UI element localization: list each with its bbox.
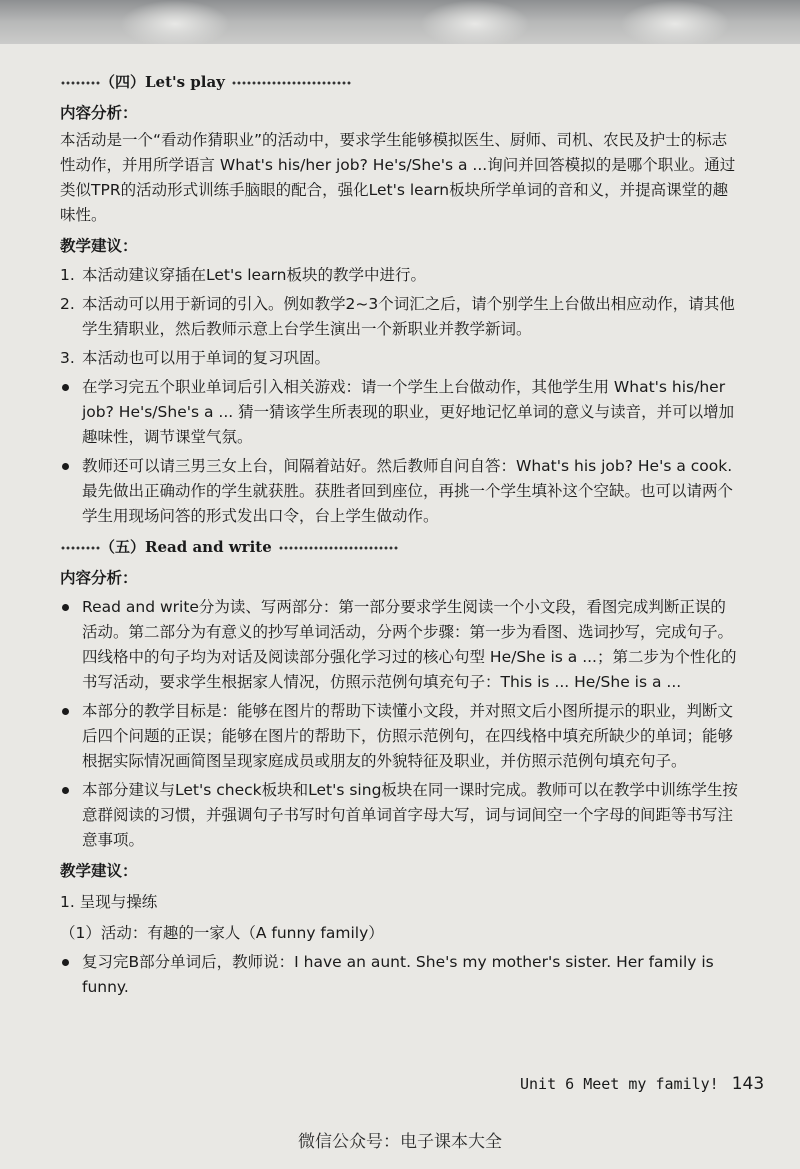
decorative-pattern <box>620 0 730 48</box>
numbered-item <box>60 346 740 371</box>
wave-ornament <box>60 545 100 551</box>
bullet-dot-icon <box>62 959 69 966</box>
section-5-title: （五）Read and write <box>100 538 272 556</box>
page-number: 143 <box>731 1074 765 1094</box>
wave-ornament <box>278 545 398 551</box>
wave-ornament <box>60 80 100 86</box>
bullet-item <box>60 950 740 1000</box>
section-4-bullet-list <box>60 375 740 529</box>
section-4-title: （四）Let's play <box>100 73 225 91</box>
section-4-analysis-label: 内容分析： <box>60 104 138 122</box>
decorative-pattern <box>420 0 530 48</box>
item-text: 本活动可以用于新词的引入。例如教学2~3个词汇之后，请个别学生上台做出相应动作，请其他学生猜职业，然后教师示意上台学生演出一个新职业并教学新词。 <box>82 295 735 338</box>
section-5-bullet-list <box>60 595 740 853</box>
numbered-item <box>60 292 740 342</box>
page-footer <box>520 1074 764 1094</box>
item-text: 本活动也可以用于单词的复习巩固。 <box>82 349 331 367</box>
bullet-dot-icon <box>62 708 69 715</box>
bullet-dot-icon <box>62 463 69 470</box>
bullet-item <box>60 699 740 774</box>
section-5-analysis-label: 内容分析： <box>60 569 138 587</box>
watermark-text: 微信公众号：电子课本大全 <box>298 1132 502 1152</box>
item-number: 2. <box>60 295 75 313</box>
bullet-item <box>60 375 740 450</box>
activity-heading: （1）活动：有趣的一家人（A funny family） <box>60 924 384 942</box>
top-scan-strip <box>0 0 800 48</box>
wave-ornament <box>231 80 351 86</box>
section-5-heading <box>60 535 740 560</box>
bullet-text: 在学习完五个职业单词后引入相关游戏：请一个学生上台做动作，其他学生用 What's his/her job? He's/She's a ... 猜一猜该学生所表现的职业，更好地记忆单词的意义与读音，并可以增加趣味性，调节课堂气氛。 <box>82 378 735 446</box>
item-number: 3. <box>60 349 75 367</box>
bullet-item <box>60 595 740 695</box>
section-4-heading <box>60 70 740 95</box>
unit-title: Unit 6 Meet my family! <box>520 1075 719 1093</box>
bullet-dot-icon <box>62 384 69 391</box>
section-5-advice-label: 教学建议： <box>60 862 138 880</box>
bullet-text: 本部分建议与Let's check板块和Let's sing板块在同一课时完成。教师可以在教学中训练学生按意群阅读的习惯，并强调句子书写时句首单词首字母大写，词与词间空一个字母的间距等书写注意事项。 <box>82 781 738 849</box>
bullet-item <box>60 454 740 529</box>
step-heading: 1. 呈现与操练 <box>60 893 158 911</box>
numbered-item <box>60 263 740 288</box>
bullet-dot-icon <box>62 787 69 794</box>
section-4-advice-label: 教学建议： <box>60 237 138 255</box>
page-content <box>60 70 740 1004</box>
bullet-text: Read and write分为读、写两部分：第一部分要求学生阅读一个小文段，看图完成判断正误的活动。第二部分为有意义的抄写单词活动，分两个步骤：第一步为看图、选词抄写，完成句子。四线格中的句子均为对话及阅读部分强化学习过的核心句型 He/She is a ...；第二步为个性化的书写活动，要求学生根据家人情况，仿照示范例句填充句子：This is ... He/She is a ... <box>82 598 737 691</box>
bullet-text: 复习完B部分单词后，教师说：I have an aunt. She's my mother's sister. Her family is funny. <box>82 953 714 996</box>
bullet-dot-icon <box>62 604 69 611</box>
decorative-pattern <box>120 0 230 48</box>
bullet-item <box>60 778 740 853</box>
item-number: 1. <box>60 266 75 284</box>
section-4-numbered-list <box>60 263 740 371</box>
bullet-text: 本部分的教学目标是：能够在图片的帮助下读懂小文段，并对照文后小图所提示的职业，判断文后四个问题的正误；能够在图片的帮助下，仿照示范例句，在四线格中填充所缺少的单词；能够根据实际情况画简图呈现家庭成员或朋友的外貌特征及职业，并仿照示范例句填充句子。 <box>82 702 734 770</box>
bullet-text: 教师还可以请三男三女上台，间隔着站好。然后教师自问自答：What's his job? He's a cook. 最先做出正确动作的学生就获胜。获胜者回到座位，再挑一个学生填补这个空缺。也可以请两个学生用现场问答的形式发出口令，台上学生做动作。 <box>82 457 734 525</box>
section-4-analysis-text: 本活动是一个“看动作猜职业”的活动中，要求学生能够模拟医生、厨师、司机、农民及护士的标志性动作，并用所学语言 What's his/her job? He's/She's a ...询问并回答模拟的是哪个职业。通过类似TPR的活动形式训练手脑眼的配合，强化Let's learn板块所学单词的音和义，并提高课堂的趣味性。 <box>60 131 736 224</box>
item-text: 本活动建议穿插在Let's learn板块的教学中进行。 <box>82 266 427 284</box>
